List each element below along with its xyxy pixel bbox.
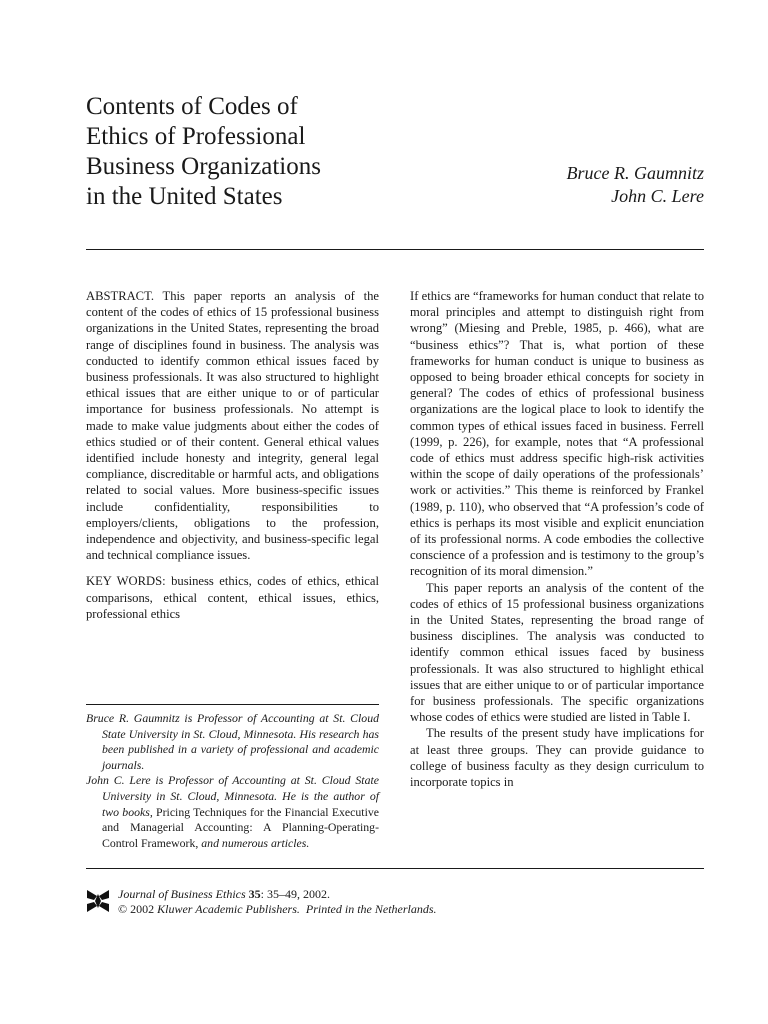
left-column: [86, 288, 379, 622]
footnote-lere: [86, 773, 379, 851]
journal-pages: : 35–49, 2002.: [260, 887, 331, 901]
journal-publisher: Kluwer Academic Publishers.: [157, 902, 300, 916]
footnote-rule: [86, 704, 379, 705]
publisher-logo-icon: [86, 888, 110, 914]
journal-copyright: © 2002: [118, 902, 155, 916]
article-title: [86, 92, 406, 212]
footnote-lere-prefix: John C. Lere is Professor of Accounting at St. Cloud State University in St. Cloud, Minnesota. He is the author of two books,: [86, 773, 379, 819]
body-paragraph-1: If ethics are “frameworks for human conduct that relate to moral principles and attempt to distinguish right from wrong” (Miesing and Preble, 1985, p. 466), what are “business ethics”? That is, what portion of these frameworks for human conduct is unique to business as opposed to being broader ethical concepts for society in general? The codes of ethics of professional business organizations are the logical place to look to identify the common types of ethical issues faced in business. Ferrell (1999, p. 226), for example, notes that “A professional code of ethics must address specific high-risk activities within the scope of daily operations of the professionals’ work or activities.” This theme is reinforced by Frankel (1989, p. 110), who observed that “A profession’s code of ethics is perhaps its most visible and explicit enunciation of its professional norms. A code embodies the collective conscience of a profession and is testimony to the group’s recognition of its moral dimension.”: [410, 289, 704, 579]
footnote-lere-book2: Managerial Accounting: A Planning-Operating-Control Framework,: [102, 820, 379, 850]
journal-citation: [118, 887, 437, 917]
title-line-4: in the United States: [86, 183, 283, 210]
body-paragraph-2: This paper reports an analysis of the content of the codes of ethics of 15 professional business organizations in the United States, representing the broad range of business disciplines. The analysis was conducted to identify common ethical issues faced by business professionals. It was also structured to highlight ethical issues that are either unique to or of particular importance for business professionals. The specific organizations whose codes of ethics were studied are listed in Table I.: [410, 580, 704, 725]
author-footnotes: [86, 711, 379, 851]
journal-line-2: [118, 902, 437, 917]
journal-footer: [86, 887, 704, 927]
journal-name: Journal of Business Ethics: [118, 887, 246, 901]
title-line-1: Contents of Codes of: [86, 93, 298, 120]
footnote-lere-and: and: [102, 820, 120, 835]
key-words: KEY WORDS: business ethics, codes of ethics, ethical comparisons, ethical content, ethical issues, ethics, professional ethics: [86, 574, 379, 621]
journal-printed: Printed in the Netherlands.: [305, 902, 437, 916]
right-column: [410, 288, 704, 790]
author-2: John C. Lere: [611, 186, 704, 206]
title-line-2: Ethics of Professional: [86, 123, 306, 150]
body-paragraph-3: The results of the present study have implications for at least three groups. They can provide guidance to college of business faculty as they design curriculum to incorporate topics in: [410, 726, 704, 790]
footer-rule: [86, 868, 704, 869]
footnote-lere-book: Pricing Techniques for the Financial Executive: [156, 804, 379, 819]
journal-line-1: [118, 887, 437, 902]
title-line-3: Business Organizations: [86, 153, 321, 180]
journal-volume: 35: [248, 887, 261, 901]
author-list: [567, 162, 704, 208]
header-rule: [86, 249, 704, 250]
footnote-lere-suffix: and numerous articles.: [201, 835, 310, 850]
abstract: ABSTRACT. This paper reports an analysis of the content of the codes of ethics of 15 professional business organizations in the United States, representing the broad range of disciplines found in business. The analysis was conducted to identify common ethical issues faced by business professionals. It was also structured to highlight ethical issues that are either unique to or of particular importance for business professionals. No attempt is made to make value judgments about either the codes of ethics studied or of their content. General ethical values identified include honesty and integrity, general legal compliance, discreditable or harmful acts, and obligations related to social values. More business-specific issues include confidentiality, responsibilities to employers/clients, obligations to the profession, independence and objectivity, and business-specific legal and technical compliance issues.: [86, 289, 379, 563]
footnote-gaumnitz: Bruce R. Gaumnitz is Professor of Accounting at St. Cloud State University in St. Cloud, Minnesota. His research has been published in a variety of professional and academic journals.: [86, 711, 379, 772]
author-1: Bruce R. Gaumnitz: [566, 163, 704, 183]
